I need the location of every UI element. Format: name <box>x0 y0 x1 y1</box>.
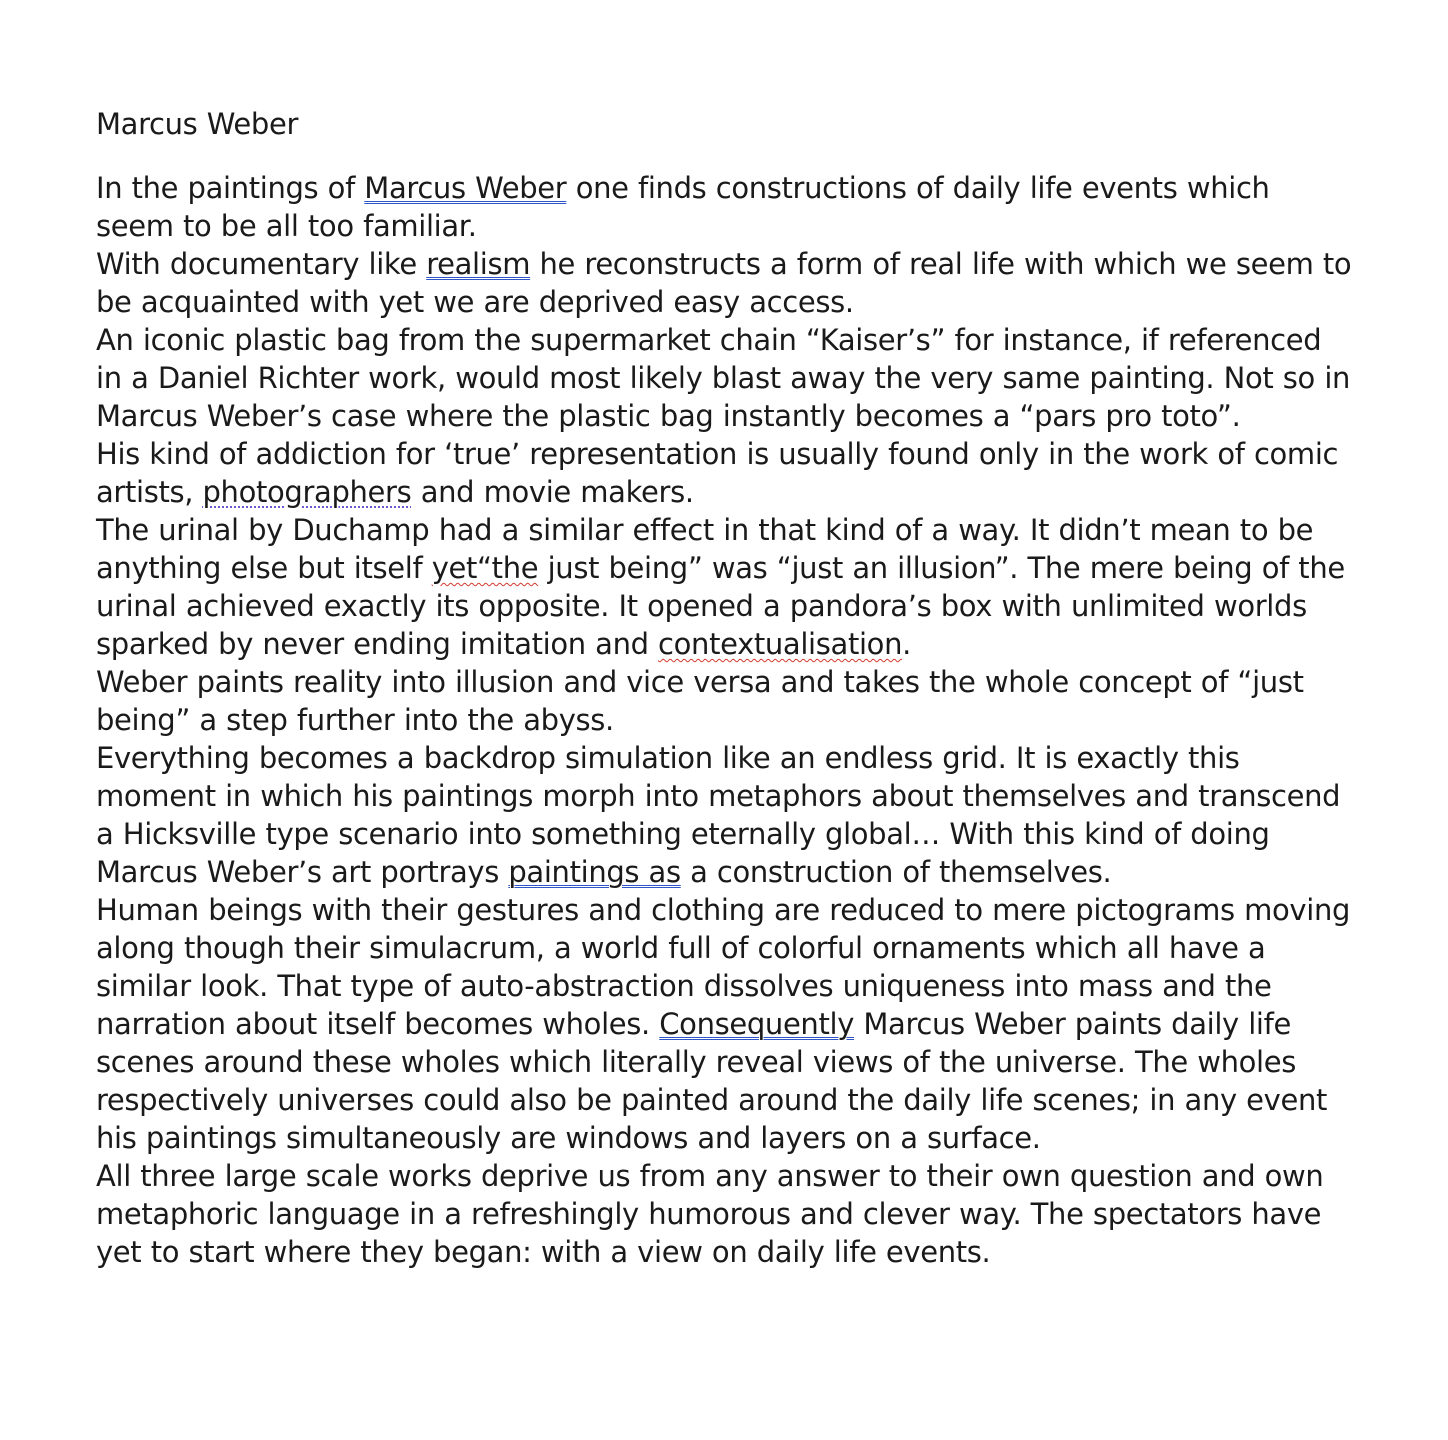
paragraph <box>96 891 1352 1157</box>
paragraph-text: Everything becomes a backdrop simulation like an endless grid. It is exactly this moment in which his paintings morph into metaphors about themselves and transcend a Hicksville type scenario into something eternally global… With this kind of doing Marcus Weber’s art portrays <box>96 741 1341 889</box>
paragraph-text: All three large scale works deprive us from any answer to their own question and own metaphoric language in a refreshingly humorous and clever way. The spectators have yet to start where they began: with a view on daily life events. <box>96 1159 1324 1269</box>
document-body[interactable] <box>96 169 1352 1271</box>
paragraph <box>96 321 1352 435</box>
paragraph <box>96 511 1352 663</box>
grammar-suggestion[interactable]: realism <box>426 247 531 281</box>
paragraph-text: The urinal by Duchamp had a similar effect in that kind of a way. It didn’t mean to be anything else but itself <box>96 513 1314 585</box>
paragraph-text: one finds constructions of daily life events which seem to be all too familiar. <box>96 171 1270 243</box>
paragraph-text: a construction of themselves. <box>680 855 1112 889</box>
paragraph-text: An iconic plastic bag from the supermarket chain “Kaiser’s” for instance, if referenced in a Daniel Richter work, would most likely blast away the very same painting. Not so in Marcus Weber’s case where the plastic bag instantly becomes a “pars pro toto”. <box>96 323 1351 433</box>
paragraph <box>96 1157 1352 1271</box>
paragraph-text: . <box>902 627 911 661</box>
spelling-error[interactable]: yet“the <box>431 551 539 585</box>
paragraph-text: His kind of addiction for ‘true’ representation is usually found only in the work of comic artists, <box>96 437 1339 509</box>
document-page[interactable] <box>96 105 1352 1271</box>
paragraph-text: Marcus Weber paints daily life scenes around these wholes which literally reveal views of the universe. The wholes respectively universes could also be painted around the daily life scenes; in any event his paintings simultaneously are windows and layers on a surface. <box>96 1007 1327 1155</box>
paragraph <box>96 739 1352 891</box>
grammar-suggestion[interactable]: Marcus Weber <box>364 171 567 205</box>
paragraph <box>96 435 1352 511</box>
spelling-error[interactable]: contextualisation <box>658 627 903 661</box>
grammar-suggestion[interactable]: Consequently <box>659 1007 855 1041</box>
paragraph-text: and movie makers. <box>411 475 694 509</box>
paragraph <box>96 169 1352 245</box>
grammar-suggestion[interactable]: paintings as <box>508 855 681 889</box>
paragraph-text: With documentary like <box>96 247 427 281</box>
paragraph-text: he reconstructs a form of real life with which we seem to be acquainted with yet we are deprived easy access. <box>96 247 1352 319</box>
paragraph <box>96 663 1352 739</box>
paragraph-text: Weber paints reality into illusion and vice versa and takes the whole concept of “just being” a step further into the abyss. <box>96 665 1304 737</box>
paragraph-text: Human beings with their gestures and clothing are reduced to mere pictograms moving along though their simulacrum, a world full of colorful ornaments which all have a similar look. That type of auto-abstraction dissolves uniqueness into mass and the narration about itself becomes wholes. <box>96 893 1351 1041</box>
paragraph <box>96 245 1352 321</box>
document-title: Marcus Weber <box>96 107 299 141</box>
paragraph-text: In the paintings of <box>96 171 365 205</box>
paragraph-text: just being” was “just an illusion”. The mere being of the urinal achieved exactly its opposite. It opened a pandora’s box with unlimited worlds sparked by never ending imitation and <box>96 551 1345 661</box>
style-suggestion[interactable]: photographers <box>202 475 412 509</box>
